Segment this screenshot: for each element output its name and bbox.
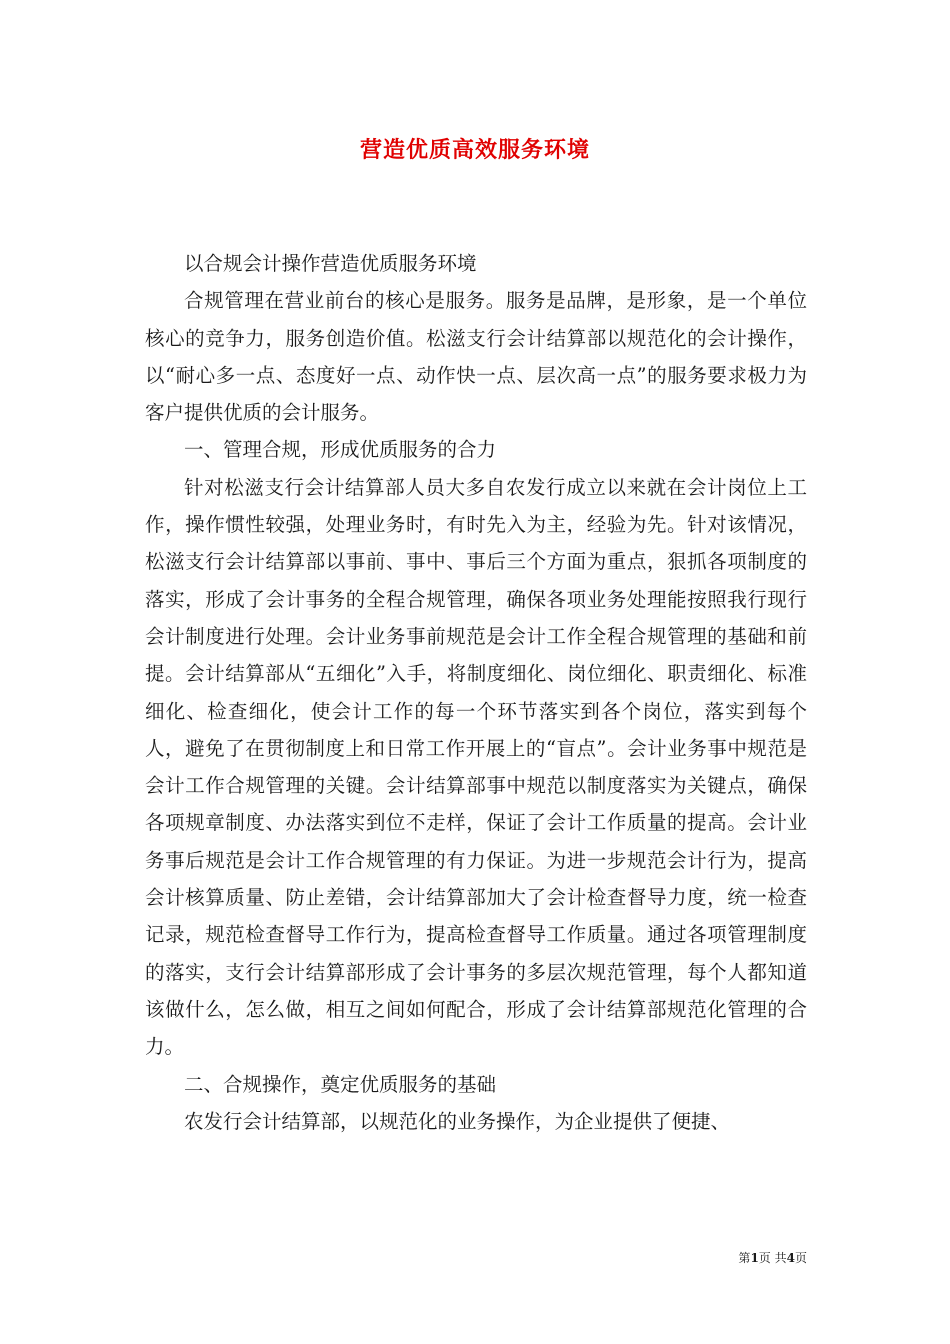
current-page-number: 1: [750, 1251, 759, 1265]
page-footer: [738, 1249, 807, 1266]
footer-middle: 页 共: [758, 1251, 787, 1265]
section-1-heading: 一、管理合规，形成优质服务的合力: [184, 438, 497, 462]
section-2-heading: 二、合规操作，奠定优质服务的基础: [184, 1072, 497, 1096]
document-title: 营造优质高效服务环境: [359, 137, 590, 163]
footer-prefix: 第: [738, 1251, 751, 1265]
document-subtitle: 以合规会计操作营造优质服务环境: [184, 252, 477, 275]
paragraph-intro: 合规管理在营业前台的核心是服务。服务是品牌，是形象，是一个单位核心的竞争力，服务创造价值。松滋支行会计结算部以规范化的会计操作，以“耐心多一点、态度好一点、动作快一点、层次高一点”的服务要求极力为客户提供优质的会计服务。: [145, 289, 807, 425]
document-body: [145, 245, 807, 1140]
section-2-body: 农发行会计结算部，以规范化的业务操作，为企业提供了便捷、: [184, 1109, 731, 1133]
section-1-body: 针对松滋支行会计结算部人员大多自农发行成立以来就在会计岗位上工作，操作惯性较强，处理业务时，有时先入为主，经验为先。针对该情况，松滋支行会计结算部以事前、事中、事后三个方面为重点，狠抓各项制度的落实，形成了会计事务的全程合规管理，确保各项业务处理能按照我行现行会计制度进行处理。会计业务事前规范是会计工作全程合规管理的基础和前提。会计结算部从“五细化”入手，将制度细化、岗位细化、职责细化、标准细化、检查细化，使会计工作的每一个环节落实到各个岗位，落实到每个人，避免了在贯彻制度上和日常工作开展上的“盲点”。会计业务事中规范是会计工作合规管理的关键。会计结算部事中规范以制度落实为关键点，确保各项规章制度、办法落实到位不走样，保证了会计工作质量的提高。会计业务事后规范是会计工作合规管理的有力保证。为进一步规范会计行为，提高会计核算质量、防止差错，会计结算部加大了会计检查督导力度，统一检查记录，规范检查督导工作行为，提高检查督导工作质量。通过各项管理制度的落实，支行会计结算部形成了会计事务的多层次规范管理，每个人都知道该做什么，怎么做，相互之间如何配合，形成了会计结算部规范化管理的合力。: [145, 475, 807, 1059]
total-pages-number: 4: [786, 1251, 795, 1265]
footer-suffix: 页: [794, 1251, 807, 1265]
